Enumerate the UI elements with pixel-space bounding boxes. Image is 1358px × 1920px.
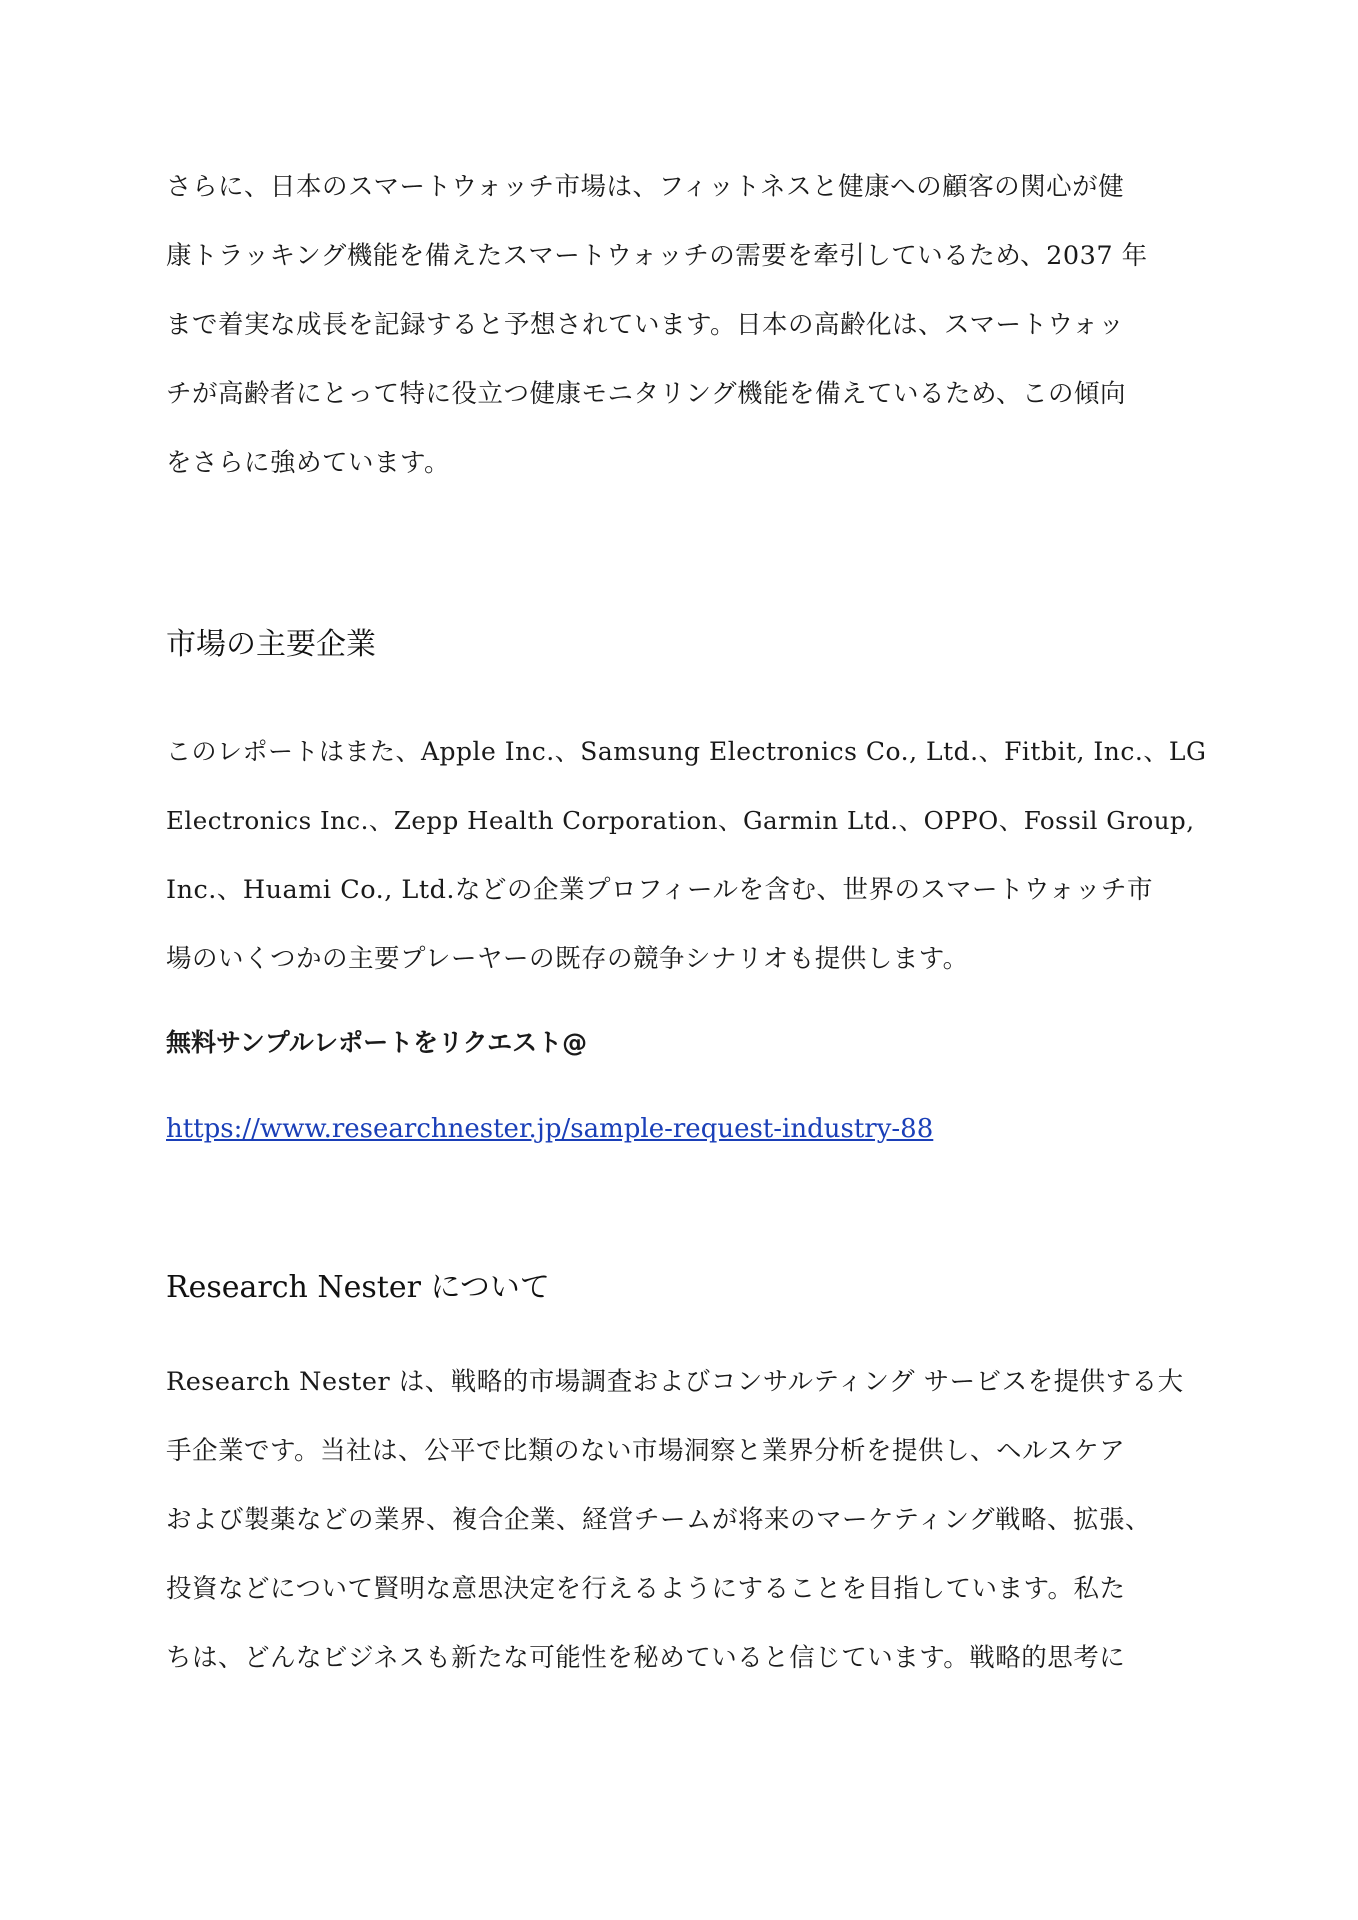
- intro-line: まで着実な成長を記録すると予想されています。日本の高齢化は、スマートウォッ: [166, 310, 1125, 340]
- key-players-line: Inc.、Huami Co., Ltd.などの企業プロフィールを含む、世界のスマートウォッチ市: [166, 875, 1153, 905]
- key-players-line: Electronics Inc.、Zepp Health Corporation、Garmin Ltd.、OPPO、Fossil Group,: [166, 806, 1195, 835]
- about-line: Research Nester は、戦略的市場調査およびコンサルティング サービスを提供する大: [166, 1367, 1184, 1397]
- key-players-heading: 市場の主要企業: [166, 627, 376, 662]
- about-line: 投資などについて賢明な意思決定を行えるようにすることを目指しています。私た: [166, 1574, 1126, 1604]
- about-line: ちは、どんなビジネスも新たな可能性を秘めていると信じています。戦略的思考に: [166, 1643, 1126, 1673]
- about-line: および製薬などの業界、複合企業、経営チームが将来のマーケティング戦略、拡張、: [166, 1505, 1151, 1535]
- intro-line: 康トラッキング機能を備えたスマートウォッチの需要を牽引しているため、2037 年: [166, 241, 1148, 271]
- key-players-line: このレポートはまた、Apple Inc.、Samsung Electronics Co., Ltd.、Fitbit, Inc.、LG: [166, 737, 1207, 766]
- about-heading: Research Nester について: [166, 1270, 550, 1305]
- sample-request-link[interactable]: https://www.researchnester.jp/sample-request-industry-88: [166, 1114, 934, 1144]
- key-players-line: 場のいくつかの主要プレーヤーの既存の競争シナリオも提供します。: [166, 944, 969, 974]
- intro-line: さらに、日本のスマートウォッチ市場は、フィットネスと健康への顧客の関心が健: [166, 172, 1125, 202]
- sample-request-label: 無料サンプルレポートをリクエスト@: [166, 1028, 588, 1057]
- intro-line: をさらに強めています。: [166, 448, 450, 478]
- intro-line: チが高齢者にとって特に役立つ健康モニタリング機能を備えているため、この傾向: [166, 379, 1126, 409]
- about-line: 手企業です。当社は、公平で比類のない市場洞察と業界分析を提供し、ヘルスケア: [166, 1436, 1126, 1466]
